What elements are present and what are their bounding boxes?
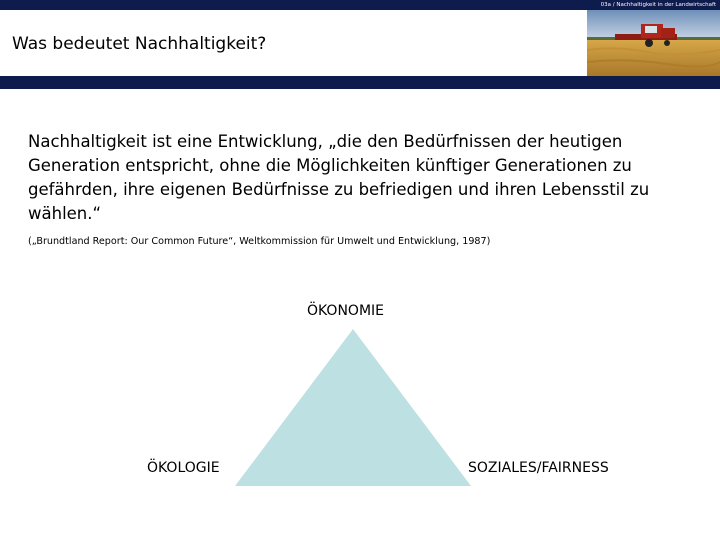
label-oekonomie: ÖKONOMIE: [307, 303, 384, 319]
slide-title: Was bedeutet Nachhaltigkeit?: [12, 34, 267, 54]
triangle-shape: [235, 329, 471, 486]
label-soziales-fairness: SOZIALES/FAIRNESS: [468, 460, 609, 476]
definition-text: Nachhaltigkeit ist eine Entwicklung, „die den Bedürfnissen der heutigen Generation entspricht, ohne die Möglichkeiten künftiger Generationen zu gefährden, ihre eigenen Bedürfnisse zu befriedigen und ihren Lebensstil zu wählen.“: [28, 132, 650, 223]
label-oekologie: ÖKOLOGIE: [147, 460, 220, 476]
section-breadcrumb: 03a / Nachhaltigkeit in der Landwirtschaft: [600, 2, 716, 8]
citation-text: („Brundtland Report: Our Common Future“, Weltkommission für Umwelt und Entwicklung, 1987): [28, 236, 491, 247]
